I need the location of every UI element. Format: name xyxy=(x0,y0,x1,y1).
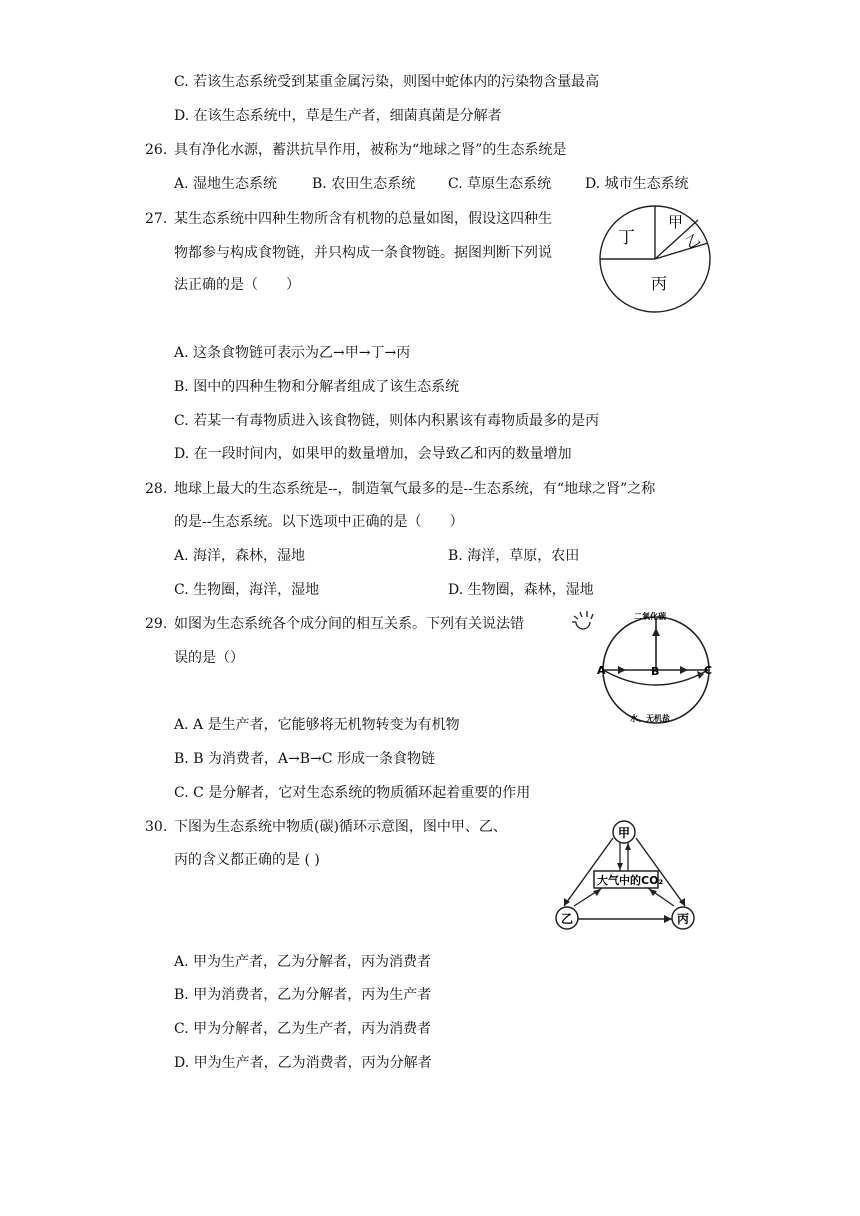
fig-label-co2-box: 大气中的CO₂ xyxy=(597,874,664,887)
q27-option-a: A. 这条食物链可表示为乙→甲→丁→丙 xyxy=(174,345,411,361)
fig-node-jia: 甲 xyxy=(618,826,631,840)
q27-option-c: C. 若某一有毒物质进入该食物链，则体内积累该有毒物质最多的是丙 xyxy=(174,413,600,429)
q28-option-b: B. 海洋，草原，农田 xyxy=(448,548,580,564)
q30-number: 30. xyxy=(145,819,168,835)
q27-stem-line2: 物都参与构成食物链，并只构成一条食物链。据图判断下列说 xyxy=(174,245,552,261)
fig-node-bing: 丙 xyxy=(677,912,690,926)
q26-option-c: C. 草原生态系统 xyxy=(448,176,552,192)
fig-node-yi: 乙 xyxy=(561,912,574,926)
q29-option-a: A. A 是生产者，它能够将无机物转变为有机物 xyxy=(174,717,460,733)
q28-option-c: C. 生物圈，海洋，湿地 xyxy=(174,582,320,598)
q28-option-a: A. 海洋，森林，湿地 xyxy=(174,548,306,564)
fig-label-b: B xyxy=(651,665,660,678)
q25-option-d: D. 在该生态系统中，草是生产者，细菌真菌是分解者 xyxy=(174,108,502,124)
fig-label-c: C xyxy=(704,664,713,677)
q26-option-a: A. 湿地生态系统 xyxy=(174,176,278,192)
q30-option-d: D. 甲为生产者，乙为消费者，丙为分解者 xyxy=(174,1055,432,1071)
q26-stem: 具有净化水源，蓄洪抗旱作用，被称为“地球之肾”的生态系统是 xyxy=(174,142,567,158)
q30-carbon-cycle-figure xyxy=(550,818,702,932)
fig-label-water: 水、无机盐 xyxy=(630,714,670,723)
q29-option-b: B. B 为消费者，A→B→C 形成一条食物链 xyxy=(174,751,435,767)
pie-label-jia: 甲 xyxy=(668,213,684,231)
pie-label-ding: 丁 xyxy=(618,228,635,248)
q29-stem-line1: 如图为生态系统各个成分间的相互关系。下列有关说法错 xyxy=(174,616,524,632)
q29-stem-line2: 误的是（） xyxy=(174,650,244,666)
q27-stem-line3: 法正确的是（ ） xyxy=(174,277,300,293)
q27-pie-figure xyxy=(598,203,714,315)
q27-option-b: B. 图中的四种生物和分解者组成了该生态系统 xyxy=(174,379,460,395)
q28-stem-line1: 地球上最大的生态系统是--，制造氧气最多的是--生态系统，有“地球之肾”之称 xyxy=(174,481,656,497)
fig-label-a: A xyxy=(597,664,606,677)
q27-option-d: D. 在一段时间内，如果甲的数量增加，会导致乙和丙的数量增加 xyxy=(174,446,572,462)
q26-option-b: B. 农田生态系统 xyxy=(312,176,416,192)
pie-label-yi: 乙 xyxy=(683,231,704,253)
q30-stem-line2: 丙的含义都正确的是 ( ) xyxy=(174,852,320,868)
q29-number: 29. xyxy=(145,616,168,632)
q30-option-a: A. 甲为生产者，乙为分解者，丙为消费者 xyxy=(174,954,432,970)
q25-option-c: C. 若该生态系统受到某重金属污染，则图中蛇体内的污染物含量最高 xyxy=(174,74,600,90)
q26-option-d: D. 城市生态系统 xyxy=(585,176,689,192)
q28-stem-line2: 的是--生态系统。以下选项中正确的是（ ） xyxy=(174,514,464,530)
q27-number: 27. xyxy=(145,211,168,227)
sun-icon xyxy=(572,611,593,629)
fig-label-co2: 二氧化碳 xyxy=(634,612,666,621)
q29-option-c: C. C 是分解者，它对生态系统的物质循环起着重要的作用 xyxy=(174,785,531,801)
q26-number: 26. xyxy=(145,142,168,158)
q28-option-d: D. 生物圈，森林，湿地 xyxy=(448,582,594,598)
q30-stem-line1: 下图为生态系统中物质(碳)循环示意图，图中甲、乙、 xyxy=(174,819,507,835)
q30-option-c: C. 甲为分解者，乙为生产者，丙为消费者 xyxy=(174,1021,432,1037)
q28-number: 28. xyxy=(145,481,168,497)
pie-label-bing: 丙 xyxy=(651,274,668,293)
q30-option-b: B. 甲为消费者，乙为分解者，丙为生产者 xyxy=(174,987,432,1003)
q29-ecosystem-figure xyxy=(570,608,720,726)
q27-stem-line1: 某生态系统中四种生物所含有机物的总量如图，假设这四种生 xyxy=(174,211,552,227)
